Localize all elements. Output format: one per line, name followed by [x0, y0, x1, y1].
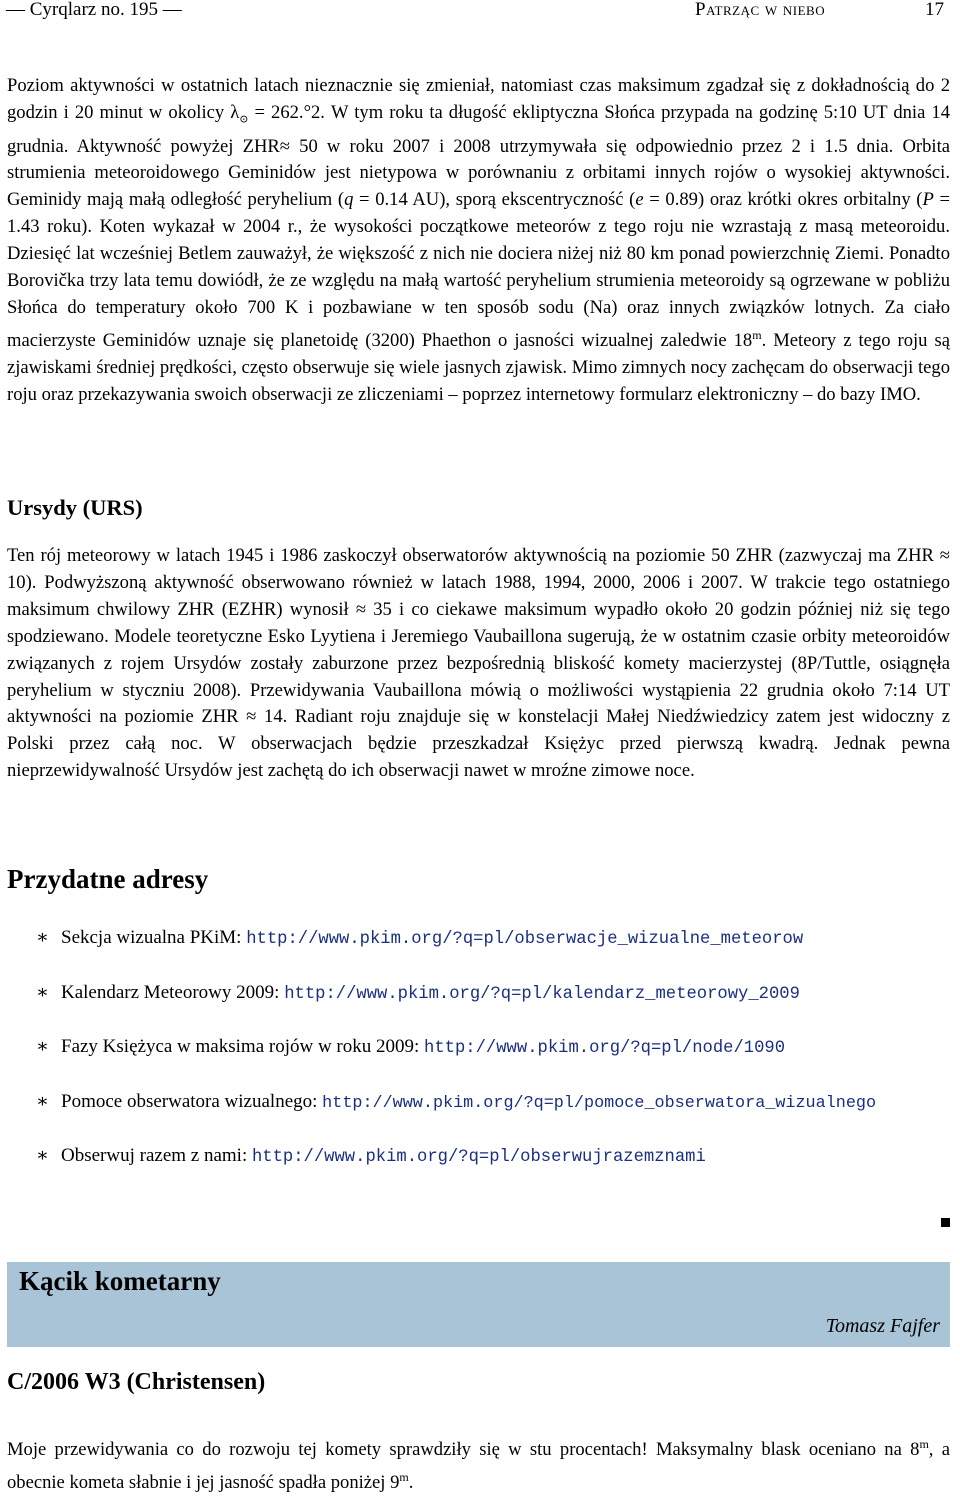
lambda-symbol: $\lambda_⊙$ — [230, 101, 249, 126]
comet-paragraph: Moje przewidywania co do rozwoju tej komety sprawdziły się w stu procentach! Maksymalny blask oceniano na 8$^m$, a obecnie kometa słabnie i jej jasność spadła poniżej 9$^m$. — [7, 1437, 950, 1494]
sun-symbol: ⊙ — [239, 113, 249, 126]
section-title: Patrząc w niebo — [695, 0, 826, 20]
address-label: Fazy Księżyca w maksima rojów w roku 2009: — [61, 1036, 425, 1058]
bullet-asterisk: ∗ — [36, 1145, 49, 1167]
journal-issue: — Cyrqlarz no. 195 — — [6, 0, 182, 20]
ursids-heading: Ursydy (URS) — [7, 495, 143, 520]
bullet-asterisk: ∗ — [36, 981, 49, 1003]
bullet-asterisk: ∗ — [36, 927, 49, 948]
address-link[interactable]: http://www.pkim.org/?q=pl/node/1090 — [424, 1039, 786, 1059]
address-link[interactable]: http://www.pkim.org/?q=pl/obserwujrazemznami — [251, 1148, 706, 1168]
useful-addresses-heading: Przydatne adresy — [7, 864, 209, 894]
bullet-asterisk: ∗ — [36, 1036, 49, 1058]
address-link[interactable]: http://www.pkim.org/?q=pl/pomoce_obserwatora_wizualnego — [322, 1093, 877, 1113]
geminids-paragraph: Poziom aktywności w ostatnich latach nieznacznie się zmieniał, natomiast czas maksimum zgadzał się z dokładnością do 2 godzin i 20 minut w okolicy $\lambda_⊙ = 262.^\circ 2$. W tym roku ta długość ekliptyczna Słońca przypada na godzinę 5:10 UT dnia 14 grudnia. Aktywność powyżej ZHR≈ 50 w roku 2007 i 2008 utrzymywała się odpowiednio przez 2 i 1.5 dnia. Orbita strumienia meteoroidowego Geminidów jest nietypowa w porównaniu z orbitami innych rojów o wysokiej aktywności. Geminidy mają małą odległość peryhelium (q = 0.14 AU), sporą ekscentryczność (e = 0.89) oraz krótki okres orbitalny (P = 1.43 roku). Koten wykazał w 2004 r., że wysokości początkowe meteorów z tego roju nie wzrastają z masą meteoroidu. Dziesięć lat wcześniej Betlem zauważył, że większość z nich nie dociera niżej niż 80 km ponad powierzchnię Ziemi. Ponadto Borovička trzy lata temu dowiódł, że ze względu na małą wartość peryhelium strumienia meteoroidy są ogrzewane w pobliżu Słońca do temperatury około 700 K i pozbawiane w ten sposób sodu (Na) oraz innych związków lotnych. Za ciało macierzyste Geminidów uznaje się planetoidę (3200) Phaethon o jasności wizualnej zaledwie 18$^m$. Meteory z tego roju są zjawiskami średniej prędkości, często obserwuje się wiele jasnych zjawisk. Mimo zimnych nocy zachęcam do obserwacji tego roju oraz przekazywania swoich obserwacji ze zliczeniami – poprzez internetowy formularz elektroniczny – do bazy IMO. — [7, 75, 950, 405]
page-number: 17 — [925, 0, 944, 20]
address-link[interactable]: http://www.pkim.org/?q=pl/kalendarz_meteorowy_2009 — [284, 984, 800, 1004]
banner-author: Tomasz Fajfer — [825, 1315, 940, 1337]
address-label: Pomoce obserwatora wizualnego: — [61, 1090, 323, 1112]
running-header — [6, 0, 944, 22]
address-link[interactable]: http://www.pkim.org/?q=pl/obserwacje_wizualne_meteorow — [246, 930, 804, 949]
address-label: Obserwuj razem z nami: — [61, 1145, 252, 1167]
address-label: Sekcja wizualna PKiM: — [61, 927, 247, 948]
comet-heading: C/2006 W3 (Christensen) — [7, 1369, 266, 1395]
banner-title: Kącik kometarny — [19, 1266, 221, 1296]
comet-corner-banner — [7, 1262, 950, 1347]
ursids-paragraph: Ten rój meteorowy w latach 1945 i 1986 zaskoczył obserwatorów aktywnością na poziomie 50 ZHR (zazwyczaj ma ZHR ≈ 10). Podwyższoną aktywność obserwowano również w latach 1988, 1994, 2000, 2006 i 2007. W trakcie tego ostatniego maksimum chwilowy ZHR (EZHR) wynosił ≈ 35 i co ciekawe maksimum wypadło około 20 godzin później niż się tego spodziewano. Modele teoretyczne Esko Lyytiena i Jeremiego Vaubaillona sugerują, że w ostatnim czasie orbity meteoroidów związanych z rojem Ursydów zostały zaburzone przez bezpośrednią bliskość komety macierzystej (8P/Tuttle, osiągnęła peryhelium w styczniu 2008). Przewidywania Vaubaillona mówią o możliwości wystąpienia 22 grudnia około 7:14 UT aktywności na poziomie ZHR ≈ 14. Radiant roju znajduje się w konstelacji Małej Niedźwiedzicy zatem jest widoczny z Polski przez całą noc. W obserwacjach będzie przeszkadzał Księżyc przed pierwszą kwadrą. Jednak pewna nieprzewidywalność Ursydów jest zachętą do ich obserwacji nawet w mroźne zimowe noce. — [7, 545, 950, 782]
address-label: Kalendarz Meteorowy 2009: — [61, 981, 285, 1003]
section-end-mark — [941, 1218, 950, 1227]
bullet-asterisk: ∗ — [36, 1090, 49, 1112]
